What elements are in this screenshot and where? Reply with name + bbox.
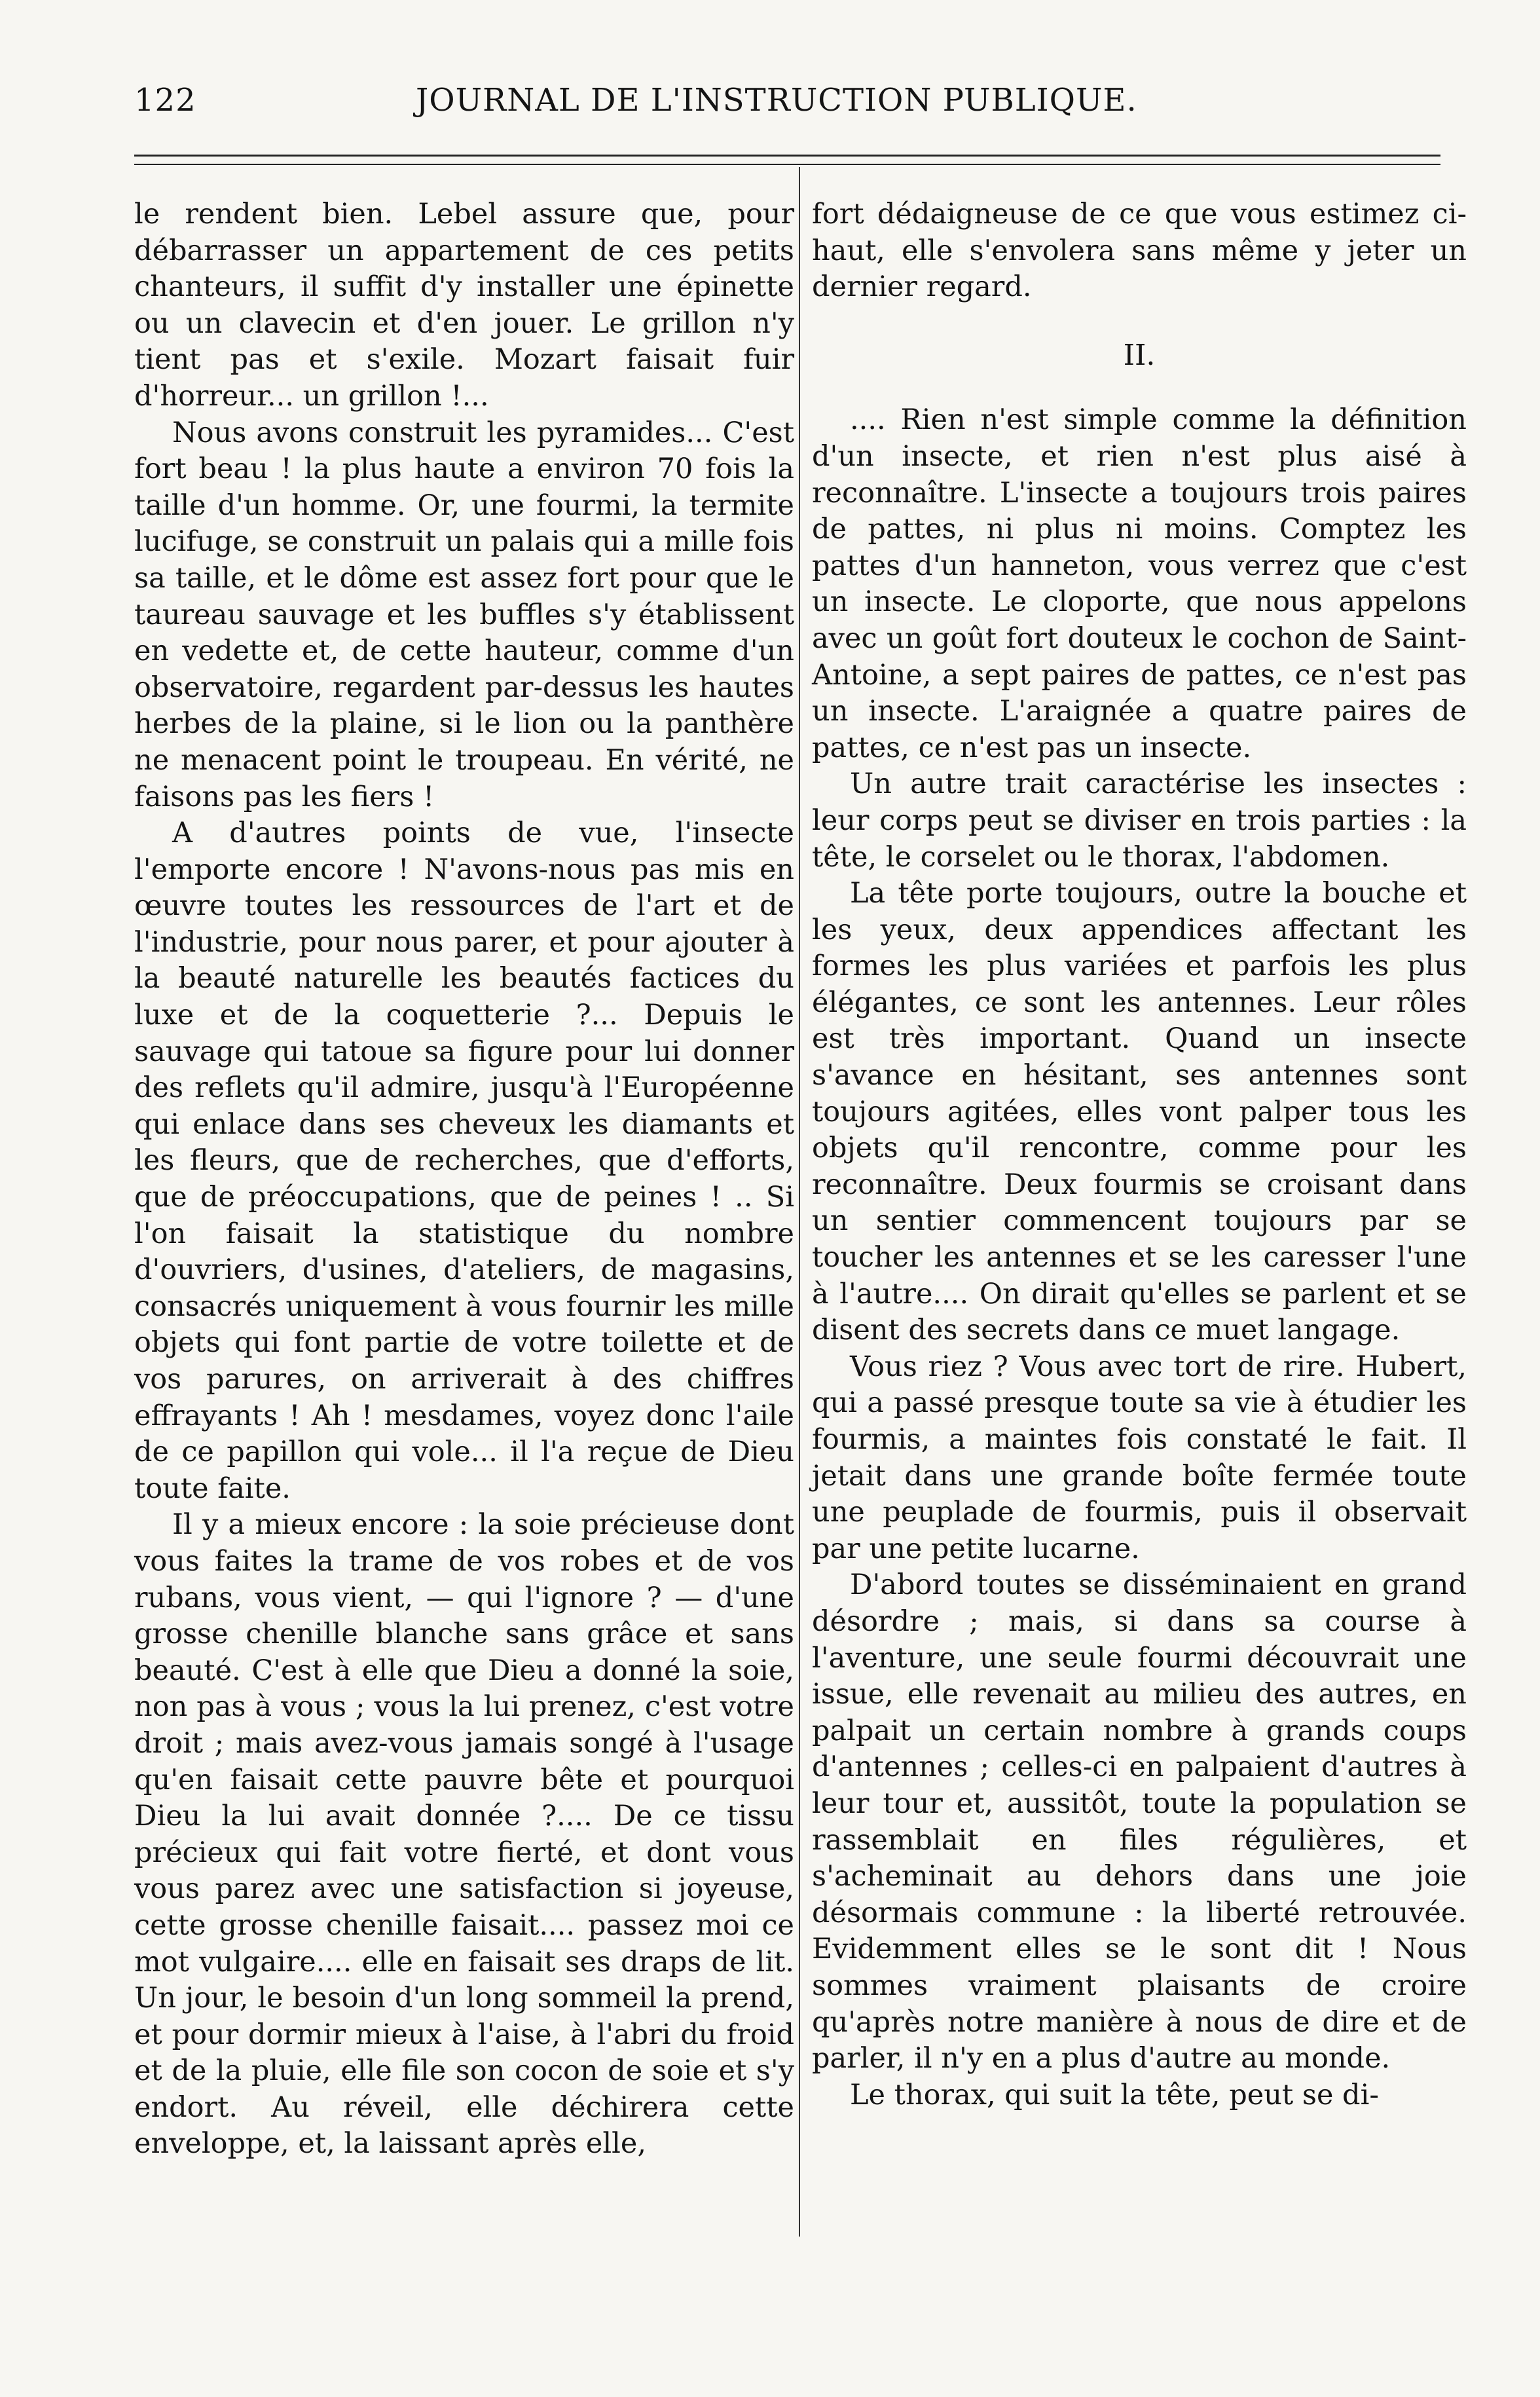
paragraph: Il y a mieux encore : la soie précieuse dont vous faites la trame de vos robes et de vos rubans, vous vient, — qui l'ignore ? — d'une grosse chenille blanche sans grâce et sans beauté. C'est à elle que Dieu a donné la soie, non pas à vous ; vous la lui prenez, c'est votre droit ; mais avez-vous jamais songé à l'usage qu'en faisait cette pauvre bête et pourquoi Dieu la lui avait donnée ?.... De ce tissu précieux qui fait votre fierté, et dont vous vous parez avec une satisfaction si joyeuse, cette grosse chenille faisait.... passez moi ce mot vulgaire.... elle en faisait ses draps de lit. Un jour, le besoin d'un long sommeil la prend, et pour dormir mieux à l'aise, à l'abri du froid et de la pluie, elle file son cocon de soie et s'y endort. Au réveil, elle déchirera cette enveloppe, et, la laissant après elle, <box>134 1508 794 2161</box>
paragraph: Un autre trait caractérise les insectes : leur corps peut se diviser en trois parties : la tête, le corselet ou le thorax, l'abdomen. <box>812 768 1467 874</box>
left-column <box>134 196 794 2163</box>
header-rule-bottom <box>134 164 1440 165</box>
right-column <box>812 196 1467 2113</box>
paragraph: Le thorax, qui suit la tête, peut se di- <box>850 2078 1379 2111</box>
paragraph: fort dédaigneuse de ce que vous estimez ci-haut, elle s'envolera sans même y jeter un dernier regard. <box>812 198 1467 304</box>
header-rule-top <box>134 155 1440 157</box>
paragraph: Nous avons construit les pyramides... C'est fort beau ! la plus haute a environ 70 fois la taille d'un homme. Or, une fourmi, la termite lucifuge, se construit un palais qui a mille fois sa taille, et le dôme est assez fort pour que le taureau sauvage et les buffles s'y établissent en vedette et, de cette hauteur, comme d'un observatoire, regardent par-dessus les hautes herbes de la plaine, si le lion ou la panthère ne menacent point le troupeau. En vérité, ne faisons pas les fiers ! <box>134 416 794 813</box>
page-header <box>134 82 1195 128</box>
paragraph: D'abord toutes se disséminaient en grand désordre ; mais, si dans sa course à l'aventure, une seule fourmi découvrait une issue, elle revenait au milieu des autres, en palpait un certain nombre à grands coups d'antennes ; celles-ci en palpaient d'autres à leur tour et, aussitôt, toute la population se rassemblait en files régulières, et s'acheminait au dehors dans une joie désormais commune : la liberté retrouvée. Evidemment elles se le sont dit ! Nous sommes vraiment plaisants de croire qu'après notre manière à nous de dire et de parler, il n'y en a plus d'autre au monde. <box>812 1569 1467 2075</box>
paragraph: Vous riez ? Vous avec tort de rire. Hubert, qui a passé presque toute sa vie à étudier les fourmis, a maintes fois constaté le fait. Il jetait dans une grande boîte fermée toute une peuplade de fourmis, puis il observait par une petite lucarne. <box>812 1350 1467 1565</box>
paragraph: La tête porte toujours, outre la bouche et les yeux, deux appendices affectant les formes les plus variées et parfois les plus élégantes, ce sont les antennes. Leur rôles est très important. Quand un insecte s'avance en hésitant, ses antennes sont toujours agitées, elles vont palper tous les objets qu'il rencontre, comme pour les reconnaître. Deux fourmis se croisant dans un sentier commencent toujours par se toucher les antennes et se les caresser l'une à l'autre.... On dirait qu'elles se parlent et se disent des secrets dans ce muet langage. <box>812 877 1467 1347</box>
column-divider <box>799 167 800 2237</box>
paragraph: A d'autres points de vue, l'insecte l'emporte encore ! N'avons-nous pas mis en œuvre toutes les ressources de l'art et de l'industrie, pour nous parer, et pour ajouter à la beauté naturelle les beautés factices du luxe et de la coquetterie ?... Depuis le sauvage qui tatoue sa figure pour lui donner des reflets qu'il admire, jusqu'à l'Européenne qui enlace dans ses cheveux les diamants et les fleurs, que de recherches, que d'efforts, que de préoccupations, que de peines ! .. Si l'on faisait la statistique du nombre d'ouvriers, d'usines, d'ateliers, de magasins, consacrés uniquement à vous fournir les mille objets qui font partie de votre toilette et de vos parures, on arriverait à des chiffres effrayants ! Ah ! mesdames, voyez donc l'aile de ce papillon qui vole... il l'a reçue de Dieu toute faite. <box>134 817 794 1505</box>
journal-title: JOURNAL DE L'INSTRUCTION PUBLIQUE. <box>416 82 1137 119</box>
paragraph: le rendent bien. Lebel assure que, pour débarrasser un appartement de ces petits chanteurs, il suffit d'y installer une épinette ou un clavecin et d'en jouer. Le grillon n'y tient pas et s'exile. Mozart faisait fuir d'horreur... un grillon !... <box>134 198 794 413</box>
paragraph: .... Rien n'est simple comme la définition d'un insecte, et rien n'est plus aisé à reconnaître. L'insecte a toujours trois paires de pattes, ni plus ni moins. Comptez les pattes d'un hanneton, vous verrez que c'est un insecte. Le cloporte, que nous appelons avec un goût fort douteux le cochon de Saint-Antoine, a sept paires de pattes, ce n'est pas un insecte. L'araignée a quatre paires de pattes, ce n'est pas un insecte. <box>812 403 1467 764</box>
page-number: 122 <box>134 82 196 119</box>
section-heading: II. <box>1123 338 1156 372</box>
